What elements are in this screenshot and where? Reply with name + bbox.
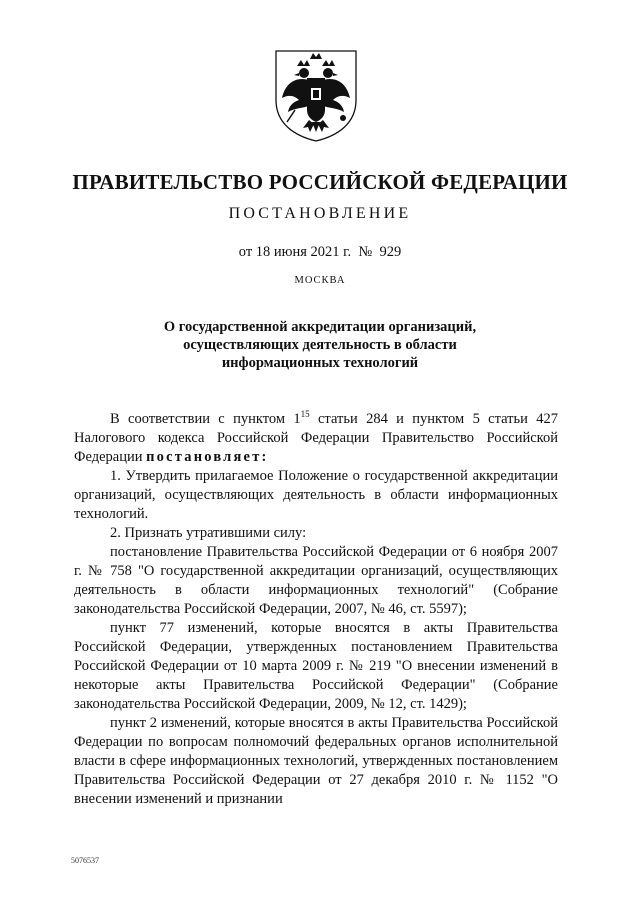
government-name: ПРАВИТЕЛЬСТВО РОССИЙСКОЙ ФЕДЕРАЦИИ <box>72 170 568 194</box>
paragraph-superscript: 15 <box>300 409 310 420</box>
body-paragraph-repealed-2: пункт 77 изменений, которые вносятся в акты Правительства Российской Федерации, утвержденных постановлением Правительства Российской Федерации от 10 марта 2009 г. № 219 "О внесении изменений в некоторые акты Правительства Российской Федерации" (Собрание законодательства Российской Федерации, 2009, № 12, ст. 1429); <box>74 620 558 712</box>
document-body <box>74 410 558 809</box>
preamble-text-middle: статьи 284 и пунктом 5 статьи 427 Налогового кодекса Российской Федерации Правительство Российской Федерации <box>74 411 558 465</box>
document-date-number: от 18 июня 2021 г. № 929 <box>238 244 402 260</box>
city-name: МОСКВА <box>294 275 346 286</box>
document-type: ПОСТАНОВЛЕНИЕ <box>228 205 412 222</box>
body-paragraph-repealed-1: постановление Правительства Российской Федерации от 6 ноября 2007 г. № 758 "О государственной аккредитации организаций, осуществляющих деятельность в области информационных технологий" (Собрание законодательства Российской Федерации, 2007, № 46, ст. 5597); <box>74 544 558 617</box>
decree-keyword: постановляет: <box>146 449 269 465</box>
body-paragraph-preamble <box>74 410 558 467</box>
body-paragraph-repealed-3: пункт 2 изменений, которые вносятся в акты Правительства Российской Федерации по вопросам полномочий федеральных органов исполнительной власти в сфере информационных технологий, утвержденных постановлением Правительства Российской Федерации от 27 декабря 2010 г. № 1152 "О внесении изменений и признании <box>74 715 558 807</box>
title-line: осуществляющих деятельность в области <box>183 337 457 353</box>
title-line: информационных технологий <box>221 355 419 371</box>
preamble-text-start: В соответствии с пунктом 1 <box>110 411 301 427</box>
body-paragraph-item-2: 2. Признать утратившими силу: <box>110 525 307 541</box>
title-line: О государственной аккредитации организаций, <box>163 319 477 335</box>
document-code: 5076537 <box>71 856 99 865</box>
body-paragraph-item-1: 1. Утвердить прилагаемое Положение о государственной аккредитации организаций, осуществляющих деятельность в области информационных технологий. <box>74 468 558 522</box>
document-title <box>80 318 560 372</box>
russian-coat-of-arms-icon <box>273 48 359 144</box>
